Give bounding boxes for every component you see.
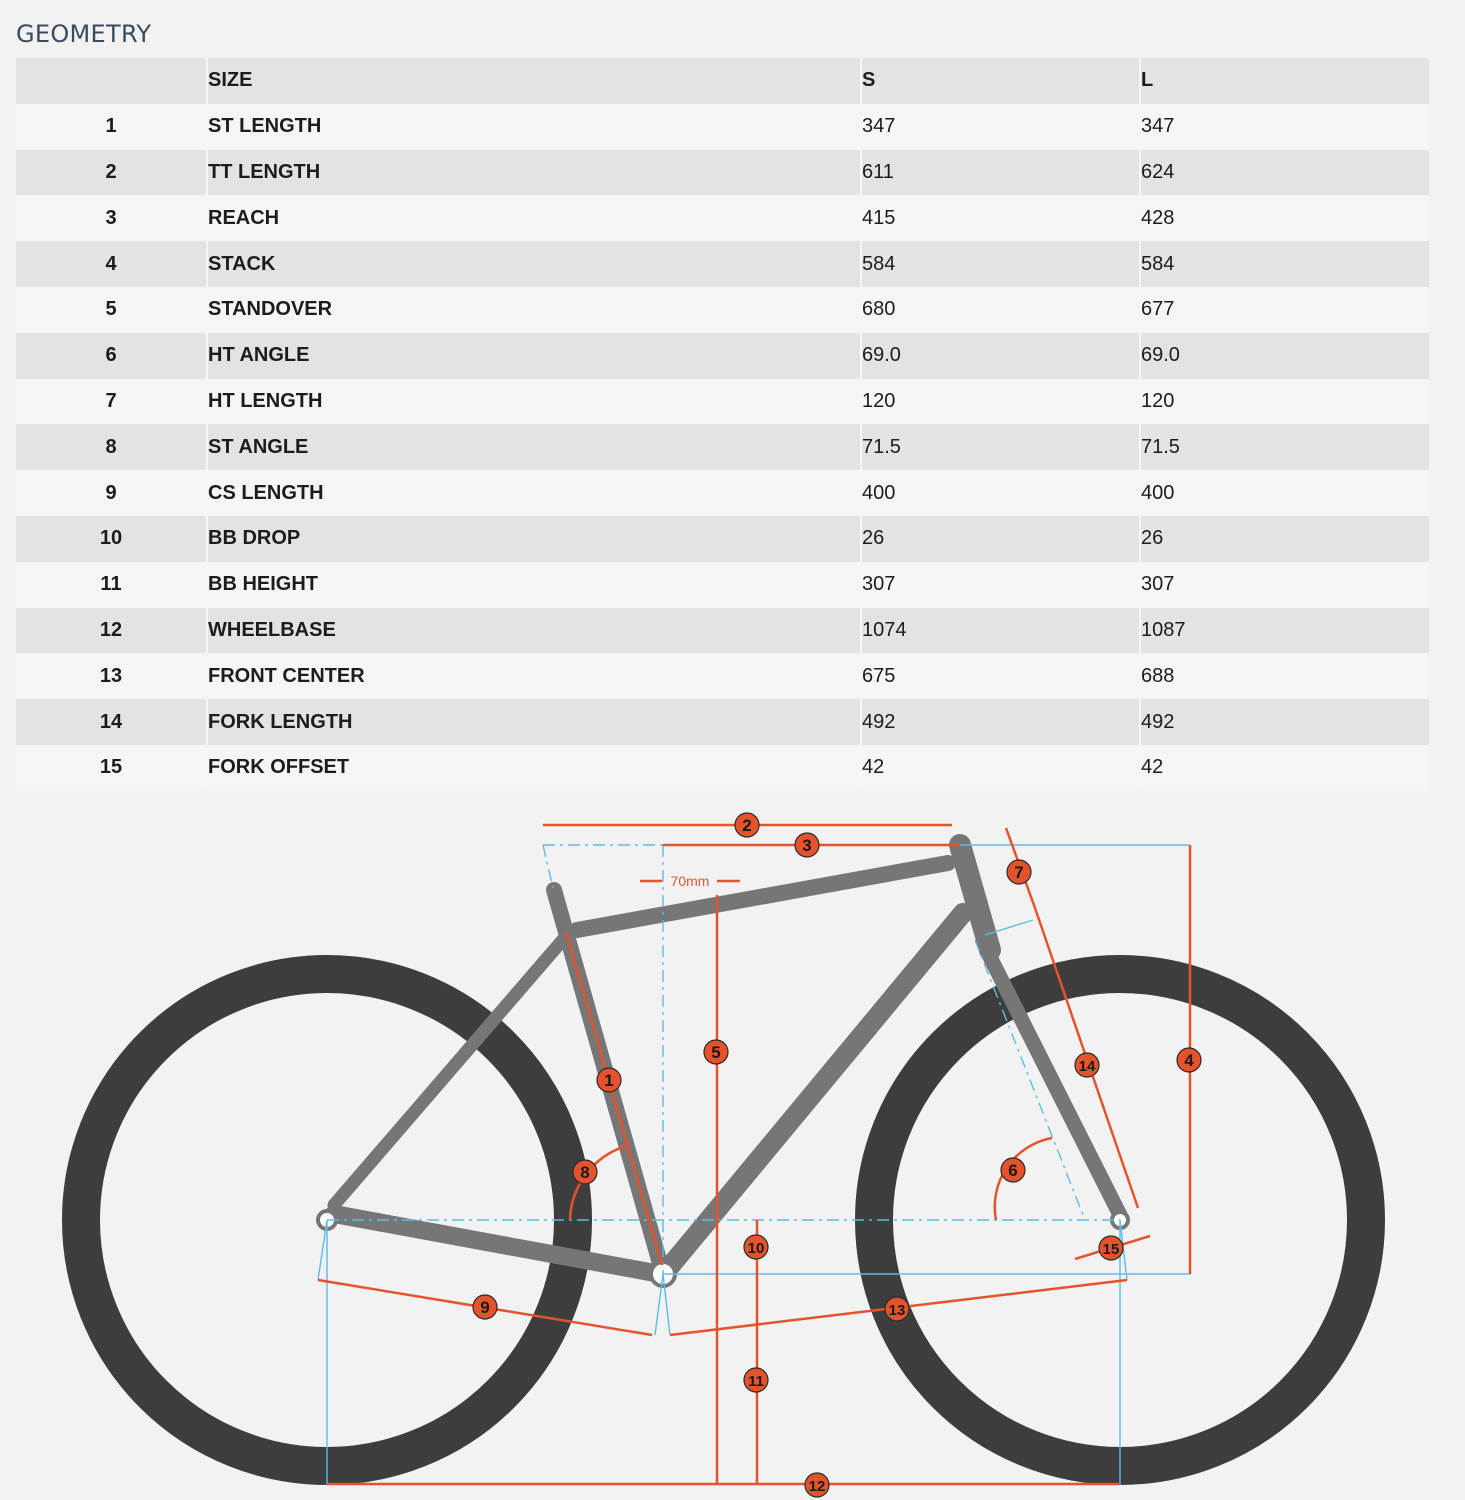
marker-label: 8: [580, 1163, 590, 1182]
row-value-l: 400: [1141, 481, 1175, 504]
row-value-l: 624: [1141, 160, 1175, 183]
marker-4: [1177, 1048, 1201, 1072]
row-label: BB DROP: [207, 516, 861, 562]
header-size-l: L: [1141, 69, 1154, 92]
row-value-l: 584: [1141, 252, 1175, 275]
marker-12: [805, 1473, 829, 1497]
marker-label: 12: [808, 1478, 826, 1495]
marker-2: [735, 813, 759, 837]
row-label: FORK LENGTH: [207, 699, 861, 745]
row-index: 15: [16, 745, 207, 791]
marker-6: [1001, 1158, 1025, 1182]
row-value-s: 26: [861, 516, 1140, 562]
row-value-s: 492: [861, 699, 1140, 745]
row-value-l: 69.0: [1141, 344, 1180, 367]
marker-10: [744, 1235, 768, 1259]
marker-label: 7: [1014, 863, 1024, 882]
marker-5: [704, 1040, 728, 1064]
row-index: 5: [16, 287, 207, 333]
row-value-s: 307: [861, 562, 1140, 608]
marker-7: [1007, 860, 1031, 884]
bike-frame: [334, 845, 1120, 1274]
marker-label: 3: [802, 836, 812, 855]
row-label: BB HEIGHT: [207, 562, 861, 608]
table-row: [16, 699, 1429, 745]
marker-label: 6: [1008, 1161, 1018, 1180]
row-value-l: 307: [1141, 573, 1175, 596]
geometry-table: [16, 58, 1429, 791]
row-index: 4: [16, 241, 207, 287]
arc-ht-angle: [995, 1138, 1052, 1220]
marker-label: 4: [1184, 1051, 1194, 1070]
table-row: [16, 653, 1429, 699]
row-label: ST ANGLE: [207, 424, 861, 470]
header-index: [16, 58, 207, 104]
marker-label: 9: [480, 1298, 490, 1317]
marker-11: [744, 1368, 768, 1392]
row-value-s: 400: [861, 470, 1140, 516]
marker-label: 10: [747, 1240, 765, 1257]
row-index: 14: [16, 699, 207, 745]
chain-stay: [334, 1214, 655, 1273]
row-label: STANDOVER: [207, 287, 861, 333]
row-value-s: 415: [861, 195, 1140, 241]
row-value-l: 428: [1141, 206, 1175, 229]
row-value-l: 71.5: [1141, 435, 1180, 458]
table-row: [16, 745, 1429, 791]
table-row: [16, 516, 1429, 562]
marker-label: 15: [1102, 1241, 1120, 1258]
marker-label: 14: [1078, 1058, 1096, 1075]
row-label: TT LENGTH: [207, 150, 861, 196]
marker-15: [1099, 1236, 1123, 1260]
row-index: 12: [16, 608, 207, 654]
row-index: 13: [16, 653, 207, 699]
row-value-l: 688: [1141, 664, 1175, 687]
table-row: [16, 150, 1429, 196]
row-value-l: 120: [1141, 389, 1175, 412]
table-row: [16, 195, 1429, 241]
header-size-s: S: [861, 58, 1140, 104]
row-value-s: 1074: [861, 608, 1140, 654]
table-row: [16, 241, 1429, 287]
marker-label: 11: [748, 1373, 764, 1390]
row-index: 10: [16, 516, 207, 562]
row-label: ST LENGTH: [207, 104, 861, 150]
row-value-l: 1087: [1141, 618, 1186, 641]
row-value-s: 71.5: [861, 424, 1140, 470]
row-value-l: 42: [1141, 756, 1164, 779]
table-row: [16, 562, 1429, 608]
row-value-s: 120: [861, 379, 1140, 425]
table-row: [16, 287, 1429, 333]
row-index: 9: [16, 470, 207, 516]
row-value-l: 677: [1141, 298, 1175, 321]
row-label: HT LENGTH: [207, 379, 861, 425]
row-value-s: 611: [861, 150, 1140, 196]
row-label: WHEELBASE: [207, 608, 861, 654]
marker-label: 1: [604, 1071, 614, 1090]
row-label: STACK: [207, 241, 861, 287]
row-value-s: 42: [861, 745, 1140, 791]
table-row: [16, 379, 1429, 425]
marker-3: [795, 833, 819, 857]
marker-label: 5: [711, 1043, 721, 1062]
top-tube: [577, 863, 948, 930]
offset-label: 70mm: [670, 873, 710, 889]
row-value-l: 492: [1141, 710, 1175, 733]
row-value-s: 680: [861, 287, 1140, 333]
marker-label: 13: [888, 1302, 906, 1319]
table-header-row: [16, 58, 1429, 104]
marker-label: 2: [742, 816, 752, 835]
row-label: HT ANGLE: [207, 333, 861, 379]
table-row: [16, 608, 1429, 654]
table-row: [16, 104, 1429, 150]
row-index: 7: [16, 379, 207, 425]
row-index: 3: [16, 195, 207, 241]
row-index: 8: [16, 424, 207, 470]
row-value-s: 584: [861, 241, 1140, 287]
bike-geometry-diagram: [0, 800, 1465, 1500]
marker-14: [1075, 1053, 1099, 1077]
section-title: GEOMETRY: [16, 20, 152, 48]
row-index: 2: [16, 150, 207, 196]
row-label: REACH: [207, 195, 861, 241]
table-row: [16, 424, 1429, 470]
marker-9: [473, 1295, 497, 1319]
row-index: 1: [16, 104, 207, 150]
row-index: 11: [16, 562, 207, 608]
header-size: SIZE: [207, 58, 861, 104]
table-row: [16, 333, 1429, 379]
marker-8: [573, 1160, 597, 1184]
row-label: FRONT CENTER: [207, 653, 861, 699]
row-value-s: 347: [861, 104, 1140, 150]
row-label: FORK OFFSET: [207, 745, 861, 791]
row-value-l: 347: [1141, 115, 1175, 138]
marker-1: [597, 1068, 621, 1092]
row-label: CS LENGTH: [207, 470, 861, 516]
table-row: [16, 470, 1429, 516]
marker-13: [885, 1297, 909, 1321]
row-value-l: 26: [1141, 527, 1164, 550]
row-value-s: 69.0: [861, 333, 1140, 379]
row-value-s: 675: [861, 653, 1140, 699]
row-index: 6: [16, 333, 207, 379]
